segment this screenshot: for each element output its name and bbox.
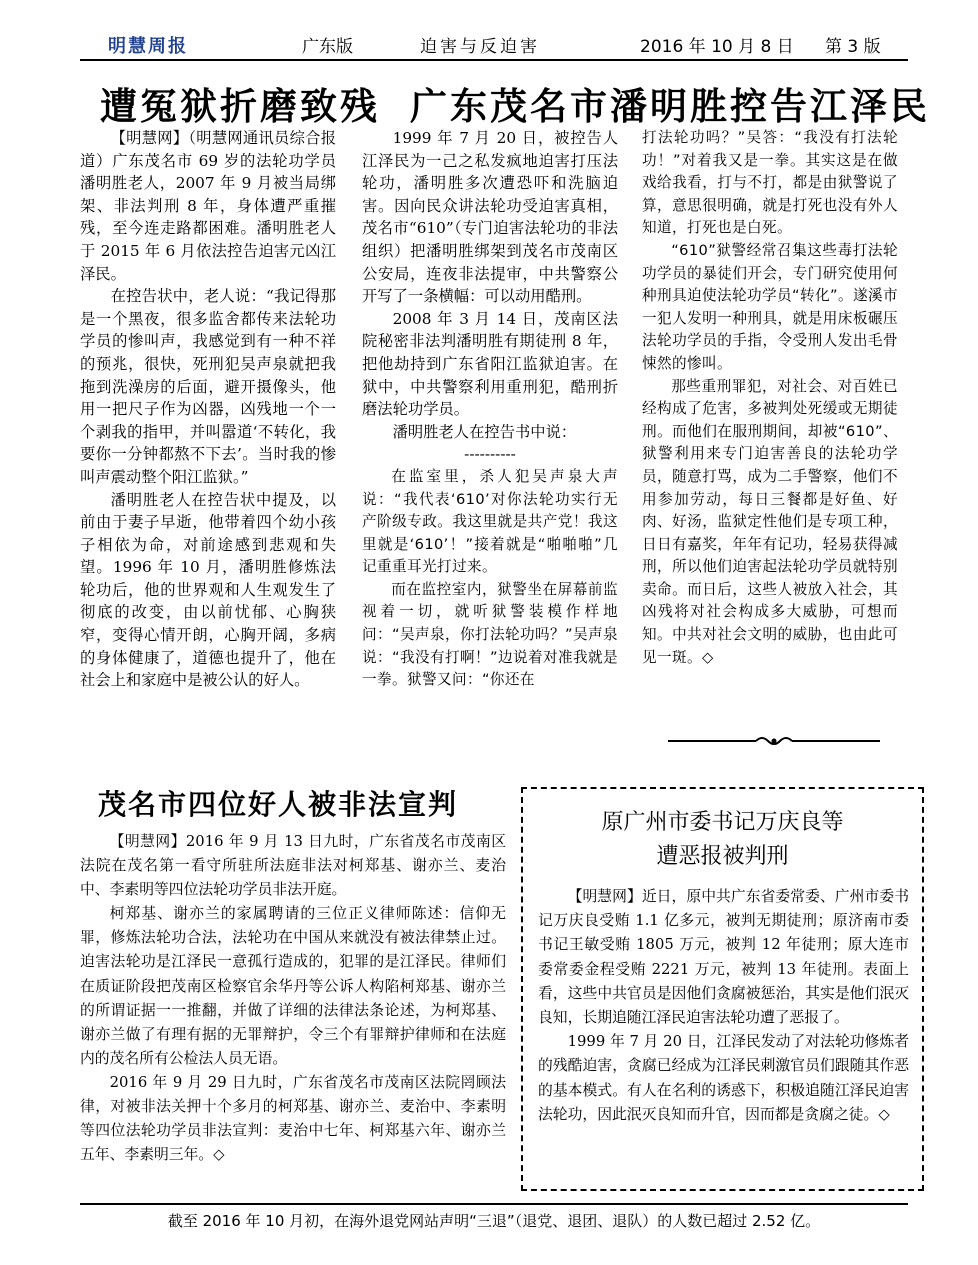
article3-headline-line1: 原广州市委书记万庆良等 xyxy=(601,810,844,835)
article1-headline xyxy=(100,76,930,130)
issue-date: 2016 年 10 月 8 日 xyxy=(640,37,794,57)
article3-body xyxy=(538,885,909,1127)
article1-quote-paragraph: 打法轮功吗？”吴答：“我没有打法轮功！”对着我又是一拳。其实这是在做戏给我看，打与不打，都是由狱警说了算，意思很明确，就是打死也没有外人知道，打死也是白死。 xyxy=(642,129,898,237)
article1-column-2 xyxy=(362,127,618,692)
article1-quote-paragraph: “610”狱警经常召集这些毒打法轮功学员的暴徒们开会，专门研究使用何种刑具迫使法轮功学员“转化”。遂溪市一犯人发明一种刑具，就是用床板碾压法轮功学员的手指，令受刑人发出毛骨悚然的惨叫。 xyxy=(642,241,898,372)
article1-paragraph: 1999 年 7 月 20 日，被控告人江泽民为一己之私发疯地迫害打压法轮功，潘明胜多次遭恐吓和洗脑迫害。因向民众讲法轮功受迫害真相，茂名市“610”（专门迫害法轮功的非法组织）把潘明胜绑架到茂名市茂南区公安局，连夜非法提审，中共警察公开写了一条横幅：可以动用酷刑。 xyxy=(362,129,618,306)
page-header xyxy=(80,28,910,60)
header-divider xyxy=(80,59,908,61)
masthead-brand: 明慧周报 xyxy=(108,36,188,57)
article2-body xyxy=(80,830,506,1167)
article1-quote-paragraph: 而在监控室内，狱警坐在屏幕前监视着一切，就听狱警装模作样地问：“吴声泉，你打法轮功吗？”吴声泉说：“我没有打啊！”边说着对准我就是一拳。狱警又问：“你还在 xyxy=(362,580,618,689)
article1-column-3 xyxy=(642,127,898,669)
ornament-divider xyxy=(668,735,880,747)
edition-label: 广东版 xyxy=(302,37,353,57)
article3-headline-line2: 遭恶报被判刑 xyxy=(656,844,789,869)
article1-paragraph: 【明慧网】（明慧网通讯员综合报道）广东茂名市 69 岁的法轮功学员潘明胜老人，2007 年 9 月被当局绑架、非法判刑 8 年，身体遭严重摧残，至今连走路都困难。潘明胜老人于 2015 年 6 月依法控告迫害元凶江泽民。 xyxy=(80,129,336,283)
article1-headline-part1: 遭冤狱折磨致残 xyxy=(100,85,380,128)
article3-boxed-story xyxy=(521,787,924,1191)
article1-quote-paragraph: 那些重刑罪犯，对社会、对百姓已经构成了危害，多被判处死缓或无期徒刑。而他们在服刑期间，却被“610”、狱警利用来专门迫害善良的法轮功学员，随意打骂，成为二手警察，他们不用参加劳动，每日三餐都是好鱼、好肉、好汤，监狱定性他们是专项工种，日日有嘉奖，年年有记功，轻易获得减刑，所以他们迫害起法轮功学员就特别卖命。而日后，这些人被放入社会，其凶残将对社会构成多大威胁，可想而知。中共对社会文明的威胁，也由此可见一斑。◇ xyxy=(642,377,898,666)
article2-paragraph: 柯郑基、谢亦兰的家属聘请的三位正义律师陈述：信仰无罪，修炼法轮功合法，法轮功在中国从来就没有被法律禁止过。迫害法轮功是江泽民一意孤行造成的，犯罪的是江泽民。律师们在质证阶段把茂南区检察官余华丹等公诉人构陷柯郑基、谢亦兰的所谓证据一一推翻，并做了详细的法律法条论述，为柯郑基、谢亦兰做了有理有据的无罪辩护，令三个有罪辩护律师和在法庭内的茂名所有公检法人员无语。 xyxy=(80,905,506,1067)
article1-paragraph: 潘明胜老人在控告书中说： xyxy=(392,422,577,441)
quote-separator: ---------- xyxy=(464,445,516,464)
article1-column-1 xyxy=(80,127,336,692)
footer-notice: 截至 2016 年 10 月初，在海外退党网站声明“三退”（退党、退团、退队）的人数已超过 2.52 亿。 xyxy=(167,1212,821,1230)
article3-paragraph: 1999 年 7 月 20 日，江泽民发动了对法轮功修炼者的残酷迫害，贪腐已经成为江泽民刺激官员们跟随其作恶的基本模式。有人在名利的诱惑下，积极追随江泽民迫害法轮功，因此泯灭良知而升官，因而都是贪腐之徒。◇ xyxy=(538,1033,909,1123)
article2-headline: 茂名市四位好人被非法宣判 xyxy=(98,788,459,821)
article3-headline xyxy=(523,806,922,874)
article3-paragraph: 【明慧网】近日，原中共广东省委常委、广州市委书记万庆良受贿 1.1 亿多元，被判无期徒刑；原济南市委书记王敏受贿 1805 万元，被判 12 年徒刑；原大连市委常委金程受贿 2221 万元，被判 13 年徒刑。表面上看，这些中共官员是因他们贪腐被惩治，其实是他们泯灭良知，长期追随江泽民迫害法轮功遭了恶报了。 xyxy=(538,888,909,1027)
section-label: 迫害与反迫害 xyxy=(420,37,540,57)
article1-paragraph: 2008 年 3 月 14 日，茂南区法院秘密非法判潘明胜有期徒刑 8 年，把他劫持到广东省阳江监狱迫害。在狱中，中共警察利用重刑犯，酷刑折磨法轮功学员。 xyxy=(362,309,618,419)
article1-paragraph: 潘明胜老人在控告状中提及，以前由于妻子早逝，他带着四个幼小孩子相依为命，对前途感到悲观和失望。1996 年 10 月，潘明胜修炼法轮功后，他的世界观和人生观发生了彻底的改变，由以前忧郁、心胸狭窄，变得心情开朗，心胸开阔，多病的身体健康了，道德也提升了，他在社会上和家庭中是被公认的好人。 xyxy=(80,490,336,690)
article1-quote-paragraph: 在监室里，杀人犯吴声泉大声说：“我代表‘610’对你法轮功实行无产阶级专政。我这里就是共产党！我这里就是‘610’！”接着就是“啪啪啪”几记重重耳光打过来。 xyxy=(362,467,618,576)
article2-paragraph: 2016 年 9 月 29 日九时，广东省茂名市茂南区法院罔顾法律，对被非法关押十个多月的柯郑基、谢亦兰、麦治中、李素明等四位法轮功学员非法宣判：麦治中七年、柯郑基六年、谢亦兰五年、李素明三年。◇ xyxy=(80,1073,506,1164)
page-number: 第 3 版 xyxy=(825,37,881,57)
article1-paragraph: 在控告状中，老人说：“我记得那是一个黑夜，很多监舍都传来法轮功学员的惨叫声，我感觉到有一种不祥的预兆，很快，死刑犯吴声泉就把我拖到洗澡房的后面，避开摄像头，他用一把尺子作为凶器，凶残地一个一个剥我的指甲，并叫嚣道‘不转化，我要你一分钟都熬不下去’。当时我的惨叫声震动整个阳江监狱。” xyxy=(80,287,336,486)
footer-divider xyxy=(80,1203,908,1205)
article2-paragraph: 【明慧网】2016 年 9 月 13 日九时，广东省茂名市茂南区法院在茂名第一看守所驻所法庭非法对柯郑基、谢亦兰、麦治中、李素明等四位法轮功学员非法开庭。 xyxy=(80,833,506,899)
article1-headline-part2: 广东茂名市潘明胜控告江泽民 xyxy=(410,85,930,128)
